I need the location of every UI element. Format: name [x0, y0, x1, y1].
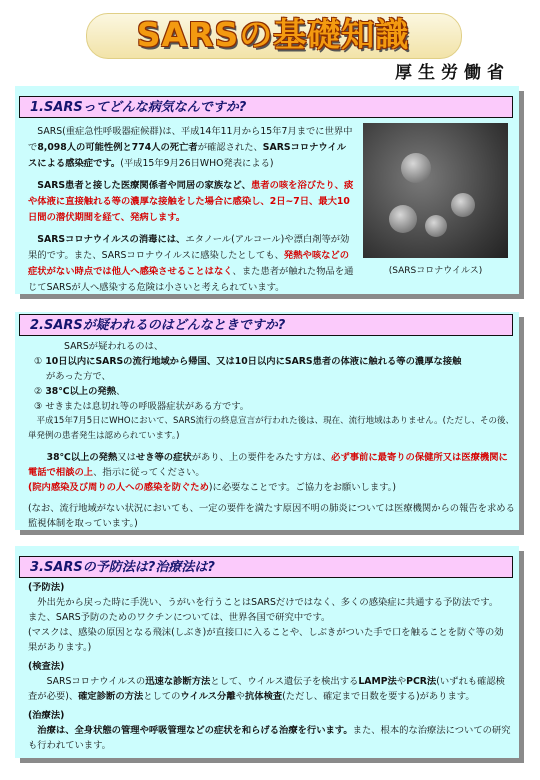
section-3-body: (予防法) 外出先から戻った時に手洗い、うがいを行うことはSARSだけではなく、多くの感染症に共通する予防法です。 また、SARS予防のためのワクチンについては、世界各国で研究中です。 (マスクは、感染の原因となる飛沫(しぶき)が直接口に入ることや、しぶきがついた手で口を触ることを防ぐ等の効果があります。) (検査法) SARSコロナウイルスの迅速な診断方法として、ウイルス遺伝子を検出するLAMP法やPCR法(いずれも確認検査が必要)、確定診断の方法としてのウイルス分離や抗体検査(ただし、確定まで日数を要する)があります。 (治療法) 治療は、全身状態の管理や呼吸管理などの症状を和らげる治療を行います。また、根本的な治療法についての研究も行われています。	[28, 582, 511, 751]
coronavirus-micrograph	[363, 123, 508, 258]
page-title: SARSの基礎知識	[136, 15, 410, 54]
ministry-name: 厚生労働省	[395, 63, 510, 83]
section-1-heading: 1.SARSってどんな病気なんですか?	[19, 96, 513, 118]
section-2-body: SARSが疑われるのは、 ① 10日以内にSARSの流行地域から帰国、又は10日以内にSARS患者の体液に触れる等の濃厚な接触 があった方で、 ② 38℃以上の発熱、 ③ せきまたは息切れ等の呼吸器症状がある方です。 平成15年7月5日にWHOにおいて、SARS流行の終息宣言が行われた後は、現在、流行地域はありません。(ただし、その後、単発例の患者発生は認められています。) 38℃以上の発熱又はせき等の症状があり、上の要件をみたす方は、必ず事前に最寄りの保健所又は医療機関に電話で相談の上、指示に従ってください。 (院内感染及び周りの人への感染を防ぐため)に必要なことです。ご協力をお願いします。) (なお、流行地域がない状況においても、一定の要件を満たす原因不明の肺炎については医療機関からの報告を求める監視体制を取っています。)	[28, 341, 515, 529]
section-2-heading: 2.SARSが疑われるのはどんなときですか?	[19, 314, 513, 336]
s2-intro: SARSが疑われるのは、	[64, 341, 164, 352]
section-1-body: SARS(重症急性呼吸器症候群)は、平成14年11月から15年7月までに世界中で8,098人の可能性例と774人の死亡者が確認された、SARSコロナウイルスによる感染症です。(平成15年9月26日WHO発表による) SARS患者と接した医療関係者や同居の家族など、患者の咳を浴びたり、痰や体液に直接触れる等の濃厚な接触をした場合に感染し、2日~7日、最大10日間の潜伏期間を経て、発病します。 SARSコロナウイルスの消毒には、エタノール(アルコール)や漂白剤等が効果的です。また、SARSコロナウイルスに感染したとしても、発熱や咳などの症状がない時点では他人へ感染させることはなく、また患者が触れた物品を通じてSARSが人へ感染する危険は小さいと考えられています。	[28, 126, 354, 293]
section-3-heading: 3.SARSの予防法は?治療法は?	[19, 556, 513, 578]
photo-caption: (SARSコロナウイルス)	[388, 266, 483, 276]
